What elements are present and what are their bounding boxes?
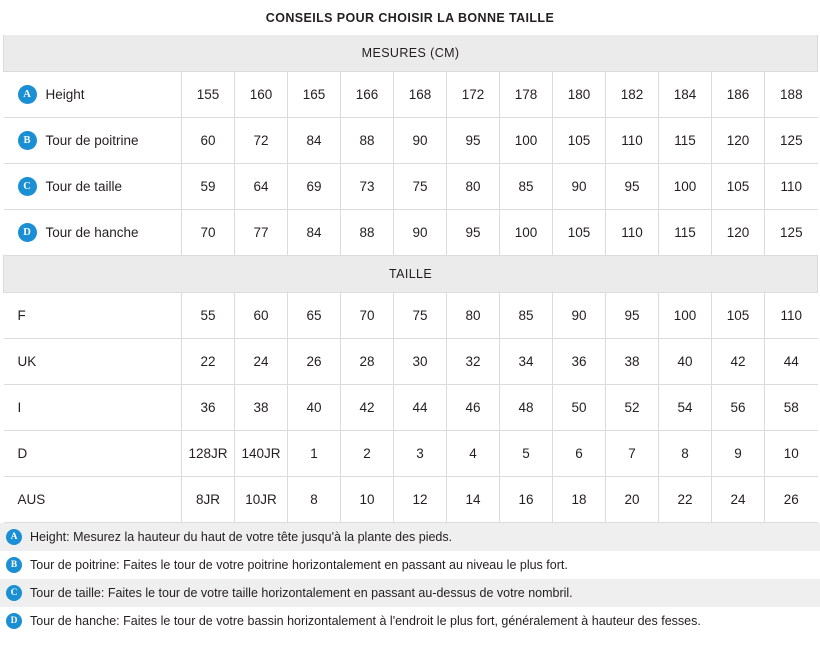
table-row <box>4 339 818 385</box>
measures-header-cell: MESURES (CM) <box>4 35 818 72</box>
cell-value: 84 <box>288 118 341 164</box>
row-label-height <box>4 72 182 118</box>
cell-value: 16 <box>500 477 553 523</box>
cell-value: 64 <box>235 164 288 210</box>
cell-value: 40 <box>288 385 341 431</box>
table-row <box>4 431 818 477</box>
cell-value: 22 <box>659 477 712 523</box>
cell-value: 180 <box>553 72 606 118</box>
cell-value: 90 <box>553 164 606 210</box>
cell-value: 59 <box>182 164 235 210</box>
table-row <box>4 118 818 164</box>
cell-value: 14 <box>447 477 500 523</box>
cell-value: 125 <box>765 118 818 164</box>
size-chart-table <box>3 35 818 523</box>
cell-value: 120 <box>712 210 765 256</box>
cell-value: 60 <box>235 293 288 339</box>
cell-value: 125 <box>765 210 818 256</box>
cell-value: 65 <box>288 293 341 339</box>
cell-value: 84 <box>288 210 341 256</box>
note-text: Tour de poitrine: Faites le tour de votre poitrine horizontalement en passant au niveau le plus fort. <box>30 558 568 572</box>
cell-value: 22 <box>182 339 235 385</box>
table-row <box>4 293 818 339</box>
cell-value: 28 <box>341 339 394 385</box>
note-item <box>0 607 820 635</box>
badge-b-icon: B <box>6 557 22 573</box>
cell-value: 7 <box>606 431 659 477</box>
cell-value: 110 <box>765 293 818 339</box>
cell-value: 100 <box>500 118 553 164</box>
table-row <box>4 477 818 523</box>
note-text: Height: Mesurez la hauteur du haut de votre tête jusqu'à la plante des pieds. <box>30 530 453 544</box>
sizes-header-row <box>4 256 818 293</box>
cell-value: 2 <box>341 431 394 477</box>
cell-value: 70 <box>341 293 394 339</box>
cell-value: 128JR <box>182 431 235 477</box>
row-label-uk: UK <box>4 339 182 385</box>
cell-value: 120 <box>712 118 765 164</box>
cell-value: 4 <box>447 431 500 477</box>
row-label-f: F <box>4 293 182 339</box>
cell-value: 168 <box>394 72 447 118</box>
cell-value: 6 <box>553 431 606 477</box>
cell-value: 60 <box>182 118 235 164</box>
cell-value: 36 <box>182 385 235 431</box>
cell-value: 75 <box>394 293 447 339</box>
cell-value: 42 <box>712 339 765 385</box>
badge-a-icon: A <box>18 85 37 104</box>
note-item <box>0 523 820 551</box>
cell-value: 72 <box>235 118 288 164</box>
cell-value: 80 <box>447 164 500 210</box>
cell-value: 105 <box>712 164 765 210</box>
cell-value: 110 <box>606 210 659 256</box>
cell-value: 46 <box>447 385 500 431</box>
table-row <box>4 210 818 256</box>
row-label-text: Tour de hanche <box>45 225 139 240</box>
cell-value: 38 <box>606 339 659 385</box>
cell-value: 166 <box>341 72 394 118</box>
cell-value: 20 <box>606 477 659 523</box>
cell-value: 95 <box>447 210 500 256</box>
cell-value: 160 <box>235 72 288 118</box>
cell-value: 44 <box>765 339 818 385</box>
table-row <box>4 164 818 210</box>
row-label-i: I <box>4 385 182 431</box>
note-item <box>0 579 820 607</box>
row-label-tour-de-hanche <box>4 210 182 256</box>
cell-value: 8 <box>659 431 712 477</box>
cell-value: 88 <box>341 210 394 256</box>
sizes-header-cell: TAILLE <box>4 256 818 293</box>
cell-value: 115 <box>659 210 712 256</box>
measurement-notes <box>0 523 820 635</box>
row-label-d: D <box>4 431 182 477</box>
cell-value: 110 <box>765 164 818 210</box>
note-text: Tour de hanche: Faites le tour de votre bassin horizontalement à l'endroit le plus fort, généralement à hauteur des fesses. <box>30 614 701 628</box>
cell-value: 178 <box>500 72 553 118</box>
cell-value: 75 <box>394 164 447 210</box>
cell-value: 140JR <box>235 431 288 477</box>
cell-value: 50 <box>553 385 606 431</box>
cell-value: 56 <box>712 385 765 431</box>
cell-value: 8JR <box>182 477 235 523</box>
cell-value: 105 <box>553 118 606 164</box>
badge-d-icon: D <box>18 223 37 242</box>
cell-value: 184 <box>659 72 712 118</box>
cell-value: 58 <box>765 385 818 431</box>
cell-value: 80 <box>447 293 500 339</box>
row-label-tour-de-taille <box>4 164 182 210</box>
cell-value: 70 <box>182 210 235 256</box>
cell-value: 95 <box>606 293 659 339</box>
cell-value: 32 <box>447 339 500 385</box>
cell-value: 26 <box>288 339 341 385</box>
cell-value: 5 <box>500 431 553 477</box>
row-label-text: Tour de taille <box>45 179 123 194</box>
table-row <box>4 72 818 118</box>
cell-value: 48 <box>500 385 553 431</box>
cell-value: 105 <box>553 210 606 256</box>
measures-section <box>4 35 818 256</box>
cell-value: 110 <box>606 118 659 164</box>
measures-header-row <box>4 35 818 72</box>
sizes-section <box>4 256 818 523</box>
badge-d-icon: D <box>6 613 22 629</box>
cell-value: 18 <box>553 477 606 523</box>
row-label-tour-de-poitrine <box>4 118 182 164</box>
cell-value: 30 <box>394 339 447 385</box>
badge-c-icon: C <box>6 585 22 601</box>
cell-value: 10 <box>341 477 394 523</box>
cell-value: 3 <box>394 431 447 477</box>
note-item <box>0 551 820 579</box>
cell-value: 77 <box>235 210 288 256</box>
cell-value: 8 <box>288 477 341 523</box>
cell-value: 52 <box>606 385 659 431</box>
table-row <box>4 385 818 431</box>
cell-value: 12 <box>394 477 447 523</box>
cell-value: 100 <box>659 164 712 210</box>
cell-value: 10 <box>765 431 818 477</box>
cell-value: 55 <box>182 293 235 339</box>
cell-value: 105 <box>712 293 765 339</box>
cell-value: 100 <box>659 293 712 339</box>
cell-value: 186 <box>712 72 765 118</box>
cell-value: 95 <box>447 118 500 164</box>
cell-value: 85 <box>500 164 553 210</box>
row-label-aus: AUS <box>4 477 182 523</box>
cell-value: 24 <box>712 477 765 523</box>
cell-value: 88 <box>341 118 394 164</box>
cell-value: 73 <box>341 164 394 210</box>
cell-value: 9 <box>712 431 765 477</box>
cell-value: 44 <box>394 385 447 431</box>
cell-value: 42 <box>341 385 394 431</box>
badge-b-icon: B <box>18 131 37 150</box>
badge-c-icon: C <box>18 177 37 196</box>
badge-a-icon: A <box>6 529 22 545</box>
cell-value: 90 <box>394 118 447 164</box>
cell-value: 95 <box>606 164 659 210</box>
cell-value: 1 <box>288 431 341 477</box>
cell-value: 115 <box>659 118 712 164</box>
cell-value: 69 <box>288 164 341 210</box>
cell-value: 100 <box>500 210 553 256</box>
cell-value: 54 <box>659 385 712 431</box>
cell-value: 90 <box>553 293 606 339</box>
cell-value: 165 <box>288 72 341 118</box>
cell-value: 36 <box>553 339 606 385</box>
cell-value: 38 <box>235 385 288 431</box>
cell-value: 24 <box>235 339 288 385</box>
cell-value: 155 <box>182 72 235 118</box>
cell-value: 90 <box>394 210 447 256</box>
page-title: CONSEILS POUR CHOISIR LA BONNE TAILLE <box>265 11 555 25</box>
cell-value: 172 <box>447 72 500 118</box>
row-label-text: Height <box>45 87 85 102</box>
cell-value: 40 <box>659 339 712 385</box>
cell-value: 188 <box>765 72 818 118</box>
cell-value: 10JR <box>235 477 288 523</box>
cell-value: 85 <box>500 293 553 339</box>
row-label-text: Tour de poitrine <box>45 133 139 148</box>
note-text: Tour de taille: Faites le tour de votre taille horizontalement en passant au-dessus de votre nombril. <box>30 586 573 600</box>
cell-value: 182 <box>606 72 659 118</box>
cell-value: 26 <box>765 477 818 523</box>
cell-value: 34 <box>500 339 553 385</box>
